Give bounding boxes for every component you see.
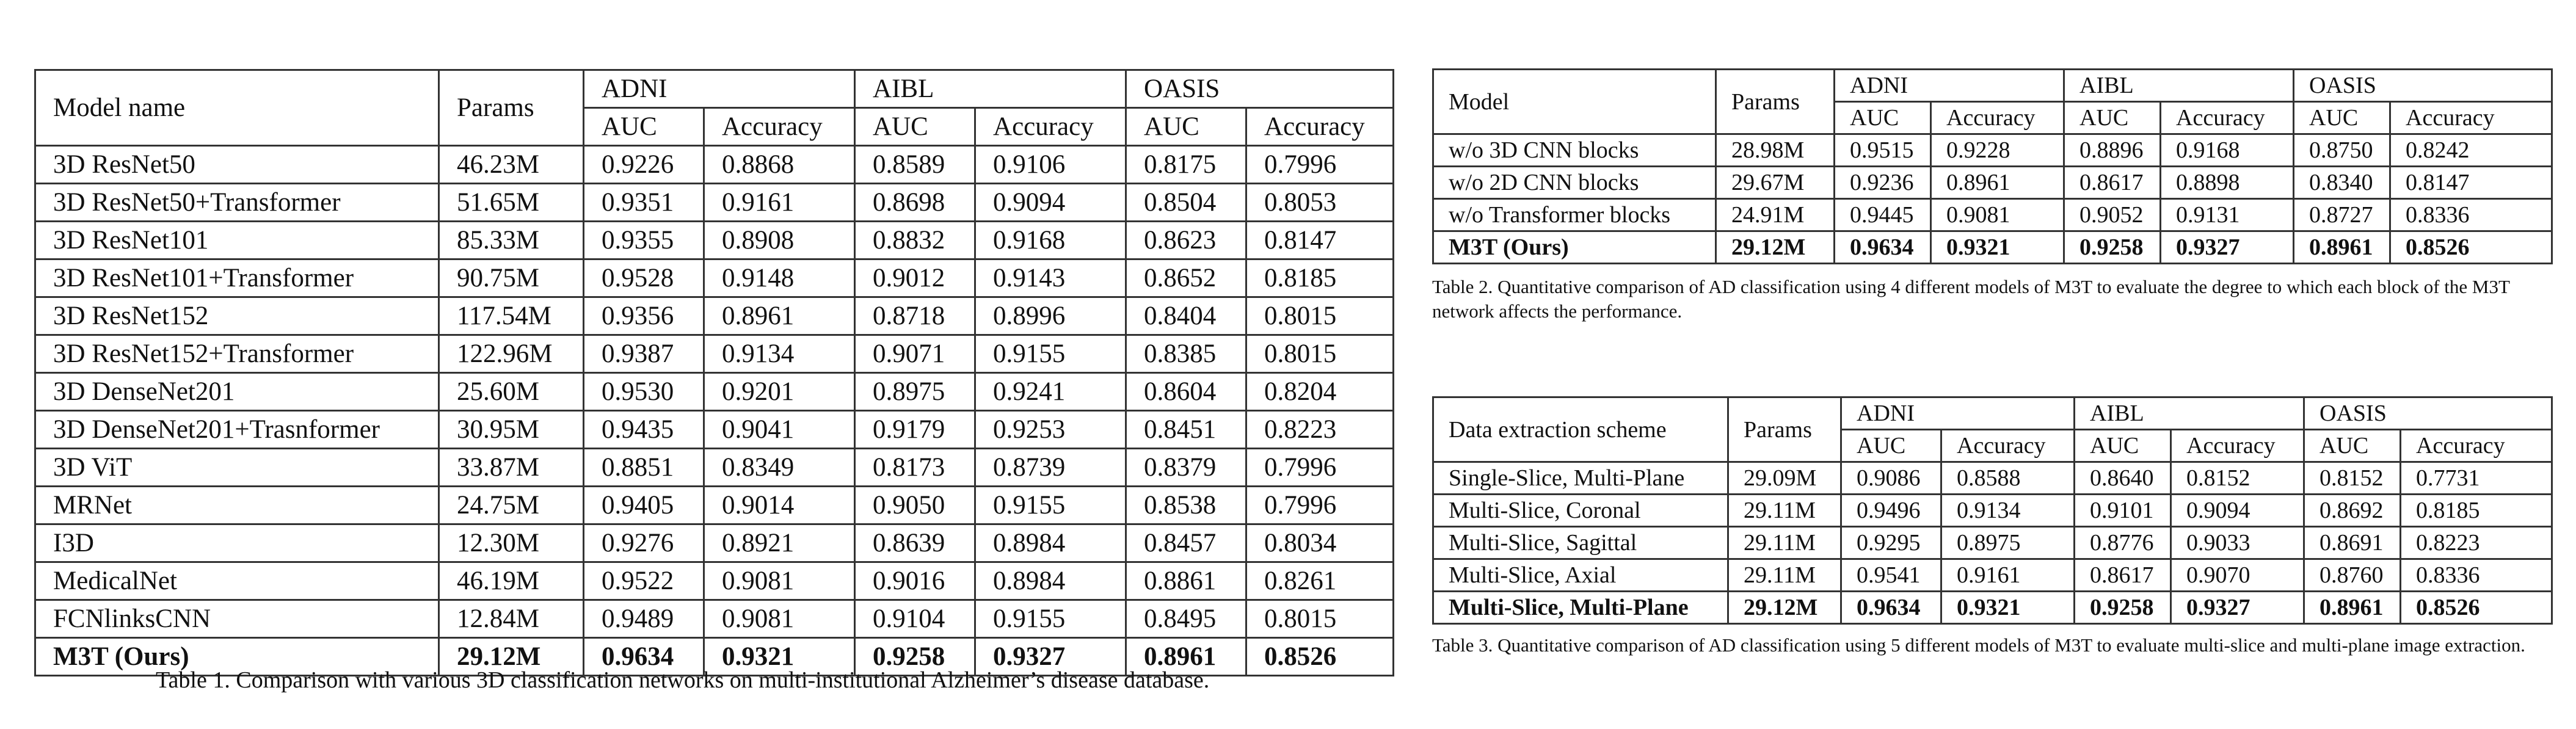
cell-model: FCNlinksCNN	[35, 600, 439, 638]
cell-adni-accuracy: 0.9321	[704, 638, 855, 676]
cell-params: 85.33M	[439, 222, 584, 259]
cell-adni-accuracy: 0.9134	[1941, 495, 2075, 527]
cell-adni-auc: 0.9489	[584, 600, 704, 638]
col-header-accuracy: Accuracy	[2401, 430, 2552, 462]
cell-model: 3D ResNet50+Transformer	[35, 184, 439, 222]
cell-oasis-auc: 0.8538	[1126, 487, 1246, 524]
cell-oasis-accuracy: 0.7996	[1246, 487, 1394, 524]
cell-oasis-accuracy: 0.8526	[2401, 592, 2552, 624]
cell-aibl-auc: 0.8776	[2075, 527, 2171, 559]
cell-adni-auc: 0.9634	[1841, 592, 1941, 624]
cell-params: 29.11M	[1728, 527, 1841, 559]
cell-adni-auc: 0.9435	[584, 411, 704, 449]
table1-caption: Table 1. Comparison with various 3D classification networks on multi-institutional Alzheimer’s disease database.	[156, 667, 1210, 693]
cell-oasis-auc: 0.8961	[2294, 231, 2390, 264]
cell-model: Multi-Slice, Sagittal	[1433, 527, 1728, 559]
cell-aibl-accuracy: 0.9155	[975, 600, 1126, 638]
cell-aibl-auc: 0.8639	[855, 524, 975, 562]
cell-aibl-accuracy: 0.8898	[2161, 167, 2294, 199]
cell-adni-auc: 0.9226	[584, 146, 704, 184]
cell-oasis-auc: 0.8760	[2304, 559, 2401, 592]
cell-model: w/o Transformer blocks	[1433, 199, 1716, 231]
cell-oasis-auc: 0.8691	[2304, 527, 2401, 559]
cell-oasis-auc: 0.8623	[1126, 222, 1246, 259]
col-header-aibl: AIBL	[855, 70, 1126, 108]
cell-aibl-auc: 0.9258	[855, 638, 975, 676]
cell-aibl-accuracy: 0.9155	[975, 487, 1126, 524]
cell-oasis-accuracy: 0.8147	[1246, 222, 1394, 259]
cell-oasis-auc: 0.8457	[1126, 524, 1246, 562]
cell-model: w/o 2D CNN blocks	[1433, 167, 1716, 199]
cell-model: 3D ViT	[35, 449, 439, 487]
ablation-blocks-table	[1432, 68, 2553, 264]
cell-model: Multi-Slice, Axial	[1433, 559, 1728, 592]
cell-model: 3D ResNet50	[35, 146, 439, 184]
cell-aibl-auc: 0.9012	[855, 259, 975, 297]
cell-aibl-accuracy: 0.8739	[975, 449, 1126, 487]
cell-aibl-auc: 0.9101	[2075, 495, 2171, 527]
cell-params: 12.30M	[439, 524, 584, 562]
cell-oasis-accuracy: 0.7731	[2401, 462, 2552, 495]
cell-params: 46.23M	[439, 146, 584, 184]
cell-model: 3D ResNet152+Transformer	[35, 335, 439, 373]
col-header-accuracy: Accuracy	[2161, 102, 2294, 134]
cell-adni-accuracy: 0.9081	[1931, 199, 2064, 231]
col-header-auc: AUC	[2294, 102, 2390, 134]
cell-oasis-auc: 0.8175	[1126, 146, 1246, 184]
cell-oasis-auc: 0.8652	[1126, 259, 1246, 297]
cell-oasis-accuracy: 0.8015	[1246, 297, 1394, 335]
cell-adni-accuracy: 0.8349	[704, 449, 855, 487]
cell-oasis-accuracy: 0.8185	[1246, 259, 1394, 297]
cell-model: 3D DenseNet201+Trasnformer	[35, 411, 439, 449]
cell-adni-accuracy: 0.9134	[704, 335, 855, 373]
cell-aibl-auc: 0.8617	[2064, 167, 2161, 199]
table-row	[35, 222, 1394, 259]
cell-params: 29.67M	[1716, 167, 1835, 199]
cell-aibl-auc: 0.8832	[855, 222, 975, 259]
table-header-row	[1433, 397, 2552, 430]
cell-adni-auc: 0.9295	[1841, 527, 1941, 559]
cell-adni-auc: 0.9445	[1835, 199, 1931, 231]
cell-adni-auc: 0.9086	[1841, 462, 1941, 495]
cell-aibl-auc: 0.9179	[855, 411, 975, 449]
cell-params: 29.12M	[439, 638, 584, 676]
cell-params: 51.65M	[439, 184, 584, 222]
col-header-params: Params	[1728, 397, 1841, 462]
cell-aibl-accuracy: 0.9327	[975, 638, 1126, 676]
cell-oasis-auc: 0.8451	[1126, 411, 1246, 449]
cell-oasis-auc: 0.8961	[1126, 638, 1246, 676]
col-header-accuracy: Accuracy	[975, 108, 1126, 146]
cell-aibl-auc: 0.8718	[855, 297, 975, 335]
cell-aibl-auc: 0.9052	[2064, 199, 2161, 231]
cell-params: 90.75M	[439, 259, 584, 297]
col-header-oasis: OASIS	[1126, 70, 1394, 108]
cell-oasis-accuracy: 0.8034	[1246, 524, 1394, 562]
cell-params: 25.60M	[439, 373, 584, 411]
cell-params: 46.19M	[439, 562, 584, 600]
cell-adni-auc: 0.9528	[584, 259, 704, 297]
cell-params: 122.96M	[439, 335, 584, 373]
cell-adni-accuracy: 0.9014	[704, 487, 855, 524]
cell-adni-accuracy: 0.9148	[704, 259, 855, 297]
cell-aibl-accuracy: 0.8984	[975, 524, 1126, 562]
cell-model: Multi-Slice, Coronal	[1433, 495, 1728, 527]
cell-model: 3D ResNet101+Transformer	[35, 259, 439, 297]
cell-adni-auc: 0.9351	[584, 184, 704, 222]
cell-adni-accuracy: 0.8961	[1931, 167, 2064, 199]
cell-oasis-accuracy: 0.8223	[2401, 527, 2552, 559]
col-header-auc: AUC	[1835, 102, 1931, 134]
table-row	[1433, 495, 2552, 527]
cell-aibl-auc: 0.9258	[2075, 592, 2171, 624]
cell-oasis-accuracy: 0.8053	[1246, 184, 1394, 222]
cell-aibl-accuracy: 0.9168	[2161, 134, 2294, 167]
cell-aibl-accuracy: 0.9143	[975, 259, 1126, 297]
cell-aibl-accuracy: 0.9094	[975, 184, 1126, 222]
cell-oasis-accuracy: 0.8204	[1246, 373, 1394, 411]
cell-params: 30.95M	[439, 411, 584, 449]
cell-adni-accuracy: 0.9161	[704, 184, 855, 222]
table-row	[35, 449, 1394, 487]
cell-model: 3D ResNet152	[35, 297, 439, 335]
comparison-table	[34, 69, 1394, 676]
cell-oasis-accuracy: 0.7996	[1246, 449, 1394, 487]
cell-adni-auc: 0.9496	[1841, 495, 1941, 527]
cell-oasis-accuracy: 0.8526	[1246, 638, 1394, 676]
cell-params: 29.12M	[1728, 592, 1841, 624]
cell-params: 29.12M	[1716, 231, 1835, 264]
col-header-auc: AUC	[1126, 108, 1246, 146]
cell-adni-accuracy: 0.8975	[1941, 527, 2075, 559]
cell-oasis-accuracy: 0.8336	[2401, 559, 2552, 592]
cell-model: M3T (Ours)	[35, 638, 439, 676]
table-row	[35, 373, 1394, 411]
table-row	[35, 297, 1394, 335]
col-header-accuracy: Accuracy	[1246, 108, 1394, 146]
cell-aibl-accuracy: 0.8984	[975, 562, 1126, 600]
cell-params: 29.11M	[1728, 495, 1841, 527]
cell-adni-accuracy: 0.9321	[1941, 592, 2075, 624]
cell-oasis-accuracy: 0.8147	[2390, 167, 2552, 199]
table-row	[1433, 462, 2552, 495]
cell-adni-accuracy: 0.9321	[1931, 231, 2064, 264]
col-header-auc: AUC	[1841, 430, 1941, 462]
cell-oasis-auc: 0.8692	[2304, 495, 2401, 527]
cell-oasis-accuracy: 0.8526	[2390, 231, 2552, 264]
table-row	[1433, 199, 2552, 231]
cell-oasis-auc: 0.8861	[1126, 562, 1246, 600]
cell-adni-auc: 0.9541	[1841, 559, 1941, 592]
cell-model: Multi-Slice, Multi-Plane	[1433, 592, 1728, 624]
cell-oasis-accuracy: 0.8223	[1246, 411, 1394, 449]
col-header-auc: AUC	[2304, 430, 2401, 462]
cell-adni-auc: 0.9634	[584, 638, 704, 676]
cell-model: w/o 3D CNN blocks	[1433, 134, 1716, 167]
cell-oasis-accuracy: 0.7996	[1246, 146, 1394, 184]
cell-params: 29.11M	[1728, 559, 1841, 592]
cell-oasis-auc: 0.8604	[1126, 373, 1246, 411]
cell-oasis-auc: 0.8504	[1126, 184, 1246, 222]
table-row	[1433, 592, 2552, 624]
cell-oasis-auc: 0.8727	[2294, 199, 2390, 231]
cell-oasis-auc: 0.8152	[2304, 462, 2401, 495]
col-header-accuracy: Accuracy	[2171, 430, 2304, 462]
table-row	[35, 184, 1394, 222]
col-header-adni: ADNI	[1841, 397, 2075, 430]
col-header-model: Model	[1433, 70, 1716, 134]
cell-aibl-auc: 0.9016	[855, 562, 975, 600]
table-header-row	[35, 70, 1394, 108]
cell-oasis-accuracy: 0.8261	[1246, 562, 1394, 600]
cell-adni-accuracy: 0.9228	[1931, 134, 2064, 167]
cell-aibl-auc: 0.9258	[2064, 231, 2161, 264]
cell-oasis-auc: 0.8379	[1126, 449, 1246, 487]
table-row	[35, 562, 1394, 600]
cell-adni-auc: 0.9236	[1835, 167, 1931, 199]
cell-aibl-accuracy: 0.9131	[2161, 199, 2294, 231]
col-header-oasis: OASIS	[2294, 70, 2552, 102]
table-row	[1433, 527, 2552, 559]
cell-aibl-accuracy: 0.9033	[2171, 527, 2304, 559]
cell-aibl-auc: 0.8896	[2064, 134, 2161, 167]
table-row	[35, 335, 1394, 373]
cell-model: MedicalNet	[35, 562, 439, 600]
cell-params: 29.09M	[1728, 462, 1841, 495]
cell-oasis-auc: 0.8340	[2294, 167, 2390, 199]
table-row	[1433, 167, 2552, 199]
col-header-auc: AUC	[855, 108, 975, 146]
cell-aibl-accuracy: 0.9168	[975, 222, 1126, 259]
cell-oasis-accuracy: 0.8336	[2390, 199, 2552, 231]
col-header-aibl: AIBL	[2075, 397, 2304, 430]
cell-adni-auc: 0.9355	[584, 222, 704, 259]
cell-aibl-auc: 0.8698	[855, 184, 975, 222]
cell-aibl-accuracy: 0.9070	[2171, 559, 2304, 592]
cell-oasis-auc: 0.8495	[1126, 600, 1246, 638]
cell-oasis-auc: 0.8385	[1126, 335, 1246, 373]
table-header-row	[1433, 70, 2552, 102]
table-row	[1433, 559, 2552, 592]
cell-adni-accuracy: 0.8868	[704, 146, 855, 184]
cell-model: MRNet	[35, 487, 439, 524]
table2-caption: Table 2. Quantitative comparison of AD classification using 4 different models of M3T to evaluate the degree to which each block of the M3T network affects the performance.	[1432, 276, 2510, 322]
cell-params: 28.98M	[1716, 134, 1835, 167]
col-header-auc: AUC	[2064, 102, 2161, 134]
cell-aibl-auc: 0.9050	[855, 487, 975, 524]
cell-aibl-auc: 0.8975	[855, 373, 975, 411]
cell-adni-auc: 0.9405	[584, 487, 704, 524]
cell-adni-auc: 0.9356	[584, 297, 704, 335]
extraction-scheme-table	[1432, 396, 2553, 625]
cell-adni-accuracy: 0.9161	[1941, 559, 2075, 592]
cell-model: I3D	[35, 524, 439, 562]
col-header-params: Params	[439, 70, 584, 146]
cell-aibl-auc: 0.8589	[855, 146, 975, 184]
cell-aibl-accuracy: 0.9241	[975, 373, 1126, 411]
cell-params: 12.84M	[439, 600, 584, 638]
cell-model: 3D ResNet101	[35, 222, 439, 259]
cell-aibl-accuracy: 0.9327	[2171, 592, 2304, 624]
table-row	[35, 600, 1394, 638]
cell-oasis-accuracy: 0.8015	[1246, 335, 1394, 373]
cell-model: M3T (Ours)	[1433, 231, 1716, 264]
col-header-auc: AUC	[584, 108, 704, 146]
col-header-accuracy: Accuracy	[1941, 430, 2075, 462]
cell-adni-auc: 0.9522	[584, 562, 704, 600]
table-row	[35, 487, 1394, 524]
cell-adni-auc: 0.9387	[584, 335, 704, 373]
col-header-accuracy: Accuracy	[1931, 102, 2064, 134]
table-row	[1433, 134, 2552, 167]
table3-caption: Table 3. Quantitative comparison of AD classification using 5 different models of M3T to evaluate multi-slice and multi-plane image extraction.	[1432, 634, 2525, 656]
cell-oasis-accuracy: 0.8015	[1246, 600, 1394, 638]
col-header-adni: ADNI	[584, 70, 855, 108]
col-header-accuracy: Accuracy	[704, 108, 855, 146]
cell-adni-auc: 0.9515	[1835, 134, 1931, 167]
cell-aibl-accuracy: 0.9094	[2171, 495, 2304, 527]
cell-params: 24.75M	[439, 487, 584, 524]
table-row	[35, 524, 1394, 562]
cell-aibl-auc: 0.9104	[855, 600, 975, 638]
col-header-oasis: OASIS	[2304, 397, 2552, 430]
cell-adni-auc: 0.8851	[584, 449, 704, 487]
cell-oasis-accuracy: 0.8185	[2401, 495, 2552, 527]
cell-aibl-auc: 0.8617	[2075, 559, 2171, 592]
cell-adni-accuracy: 0.8908	[704, 222, 855, 259]
cell-model: 3D DenseNet201	[35, 373, 439, 411]
col-header-params: Params	[1716, 70, 1835, 134]
cell-params: 33.87M	[439, 449, 584, 487]
cell-aibl-accuracy: 0.8996	[975, 297, 1126, 335]
cell-oasis-accuracy: 0.8242	[2390, 134, 2552, 167]
cell-model: Single-Slice, Multi-Plane	[1433, 462, 1728, 495]
cell-adni-accuracy: 0.9201	[704, 373, 855, 411]
cell-adni-accuracy: 0.8588	[1941, 462, 2075, 495]
cell-oasis-auc: 0.8750	[2294, 134, 2390, 167]
cell-adni-accuracy: 0.8921	[704, 524, 855, 562]
cell-params: 24.91M	[1716, 199, 1835, 231]
col-header-model: Data extraction scheme	[1433, 397, 1728, 462]
cell-aibl-auc: 0.9071	[855, 335, 975, 373]
table-row	[35, 411, 1394, 449]
table-row	[35, 146, 1394, 184]
cell-params: 117.54M	[439, 297, 584, 335]
cell-adni-accuracy: 0.9081	[704, 562, 855, 600]
cell-adni-accuracy: 0.9081	[704, 600, 855, 638]
cell-aibl-auc: 0.8173	[855, 449, 975, 487]
cell-adni-auc: 0.9276	[584, 524, 704, 562]
col-header-auc: AUC	[2075, 430, 2171, 462]
col-header-accuracy: Accuracy	[2390, 102, 2552, 134]
table-row	[35, 259, 1394, 297]
cell-aibl-accuracy: 0.9155	[975, 335, 1126, 373]
col-header-adni: ADNI	[1835, 70, 2064, 102]
cell-aibl-accuracy: 0.9253	[975, 411, 1126, 449]
cell-oasis-auc: 0.8404	[1126, 297, 1246, 335]
cell-adni-accuracy: 0.9041	[704, 411, 855, 449]
cell-aibl-accuracy: 0.9327	[2161, 231, 2294, 264]
cell-adni-accuracy: 0.8961	[704, 297, 855, 335]
cell-aibl-accuracy: 0.8152	[2171, 462, 2304, 495]
col-header-aibl: AIBL	[2064, 70, 2294, 102]
table-row	[1433, 231, 2552, 264]
cell-aibl-accuracy: 0.9106	[975, 146, 1126, 184]
cell-adni-auc: 0.9530	[584, 373, 704, 411]
cell-oasis-auc: 0.8961	[2304, 592, 2401, 624]
cell-aibl-auc: 0.8640	[2075, 462, 2171, 495]
col-header-model: Model name	[35, 70, 439, 146]
cell-adni-auc: 0.9634	[1835, 231, 1931, 264]
